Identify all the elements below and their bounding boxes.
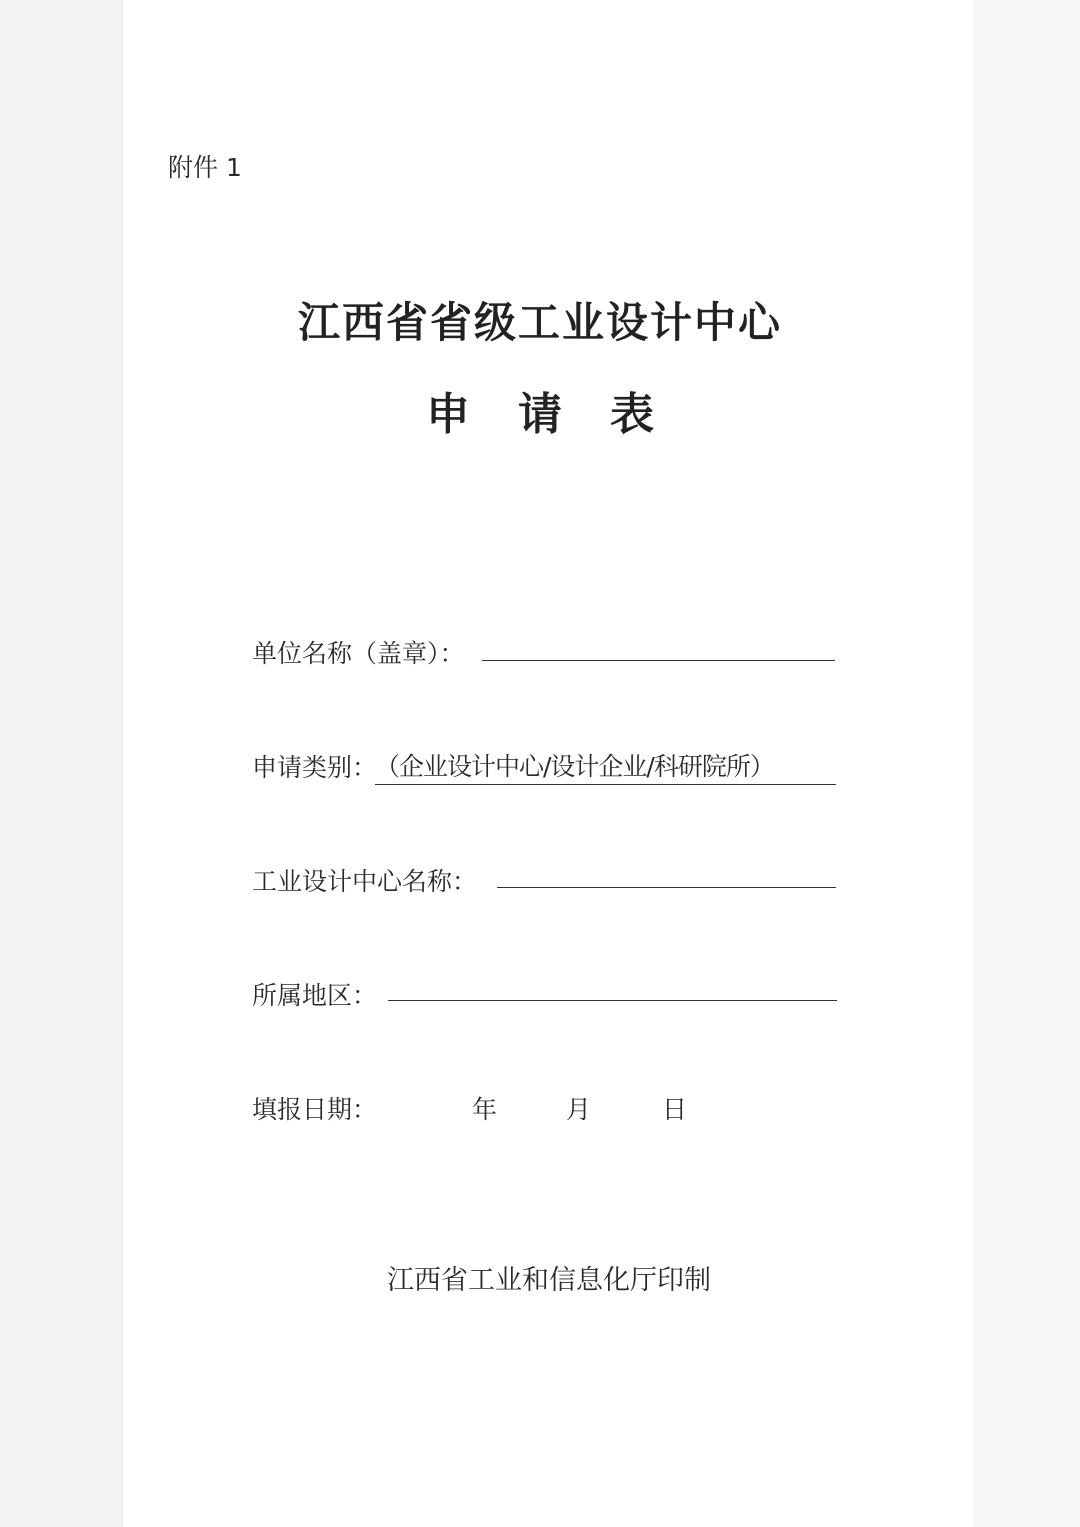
unit-name-field[interactable]	[482, 660, 835, 661]
center-name-field[interactable]	[497, 887, 836, 888]
date-year[interactable]: 年	[472, 1095, 498, 1124]
center-name-label: 工业设计中心名称：	[252, 867, 478, 896]
document-title: 江西省省级工业设计中心	[297, 298, 782, 347]
category-value[interactable]: （企业设计中心/设计企业/科研院所）	[375, 747, 836, 785]
region-label: 所属地区：	[252, 981, 378, 1010]
attachment-label: 附件 1	[168, 153, 242, 182]
unit-name-label: 单位名称（盖章）：	[252, 639, 465, 668]
document-footer: 江西省工业和信息化厅印制	[387, 1265, 711, 1296]
date-day[interactable]: 日	[662, 1095, 688, 1124]
page-margin	[973, 0, 1080, 1527]
region-field[interactable]	[388, 1000, 837, 1001]
date-label: 填报日期：	[252, 1095, 378, 1124]
category-label: 申请类别：	[252, 753, 378, 782]
date-month[interactable]: 月	[566, 1095, 592, 1124]
document-subtitle: 申请表	[426, 389, 702, 440]
